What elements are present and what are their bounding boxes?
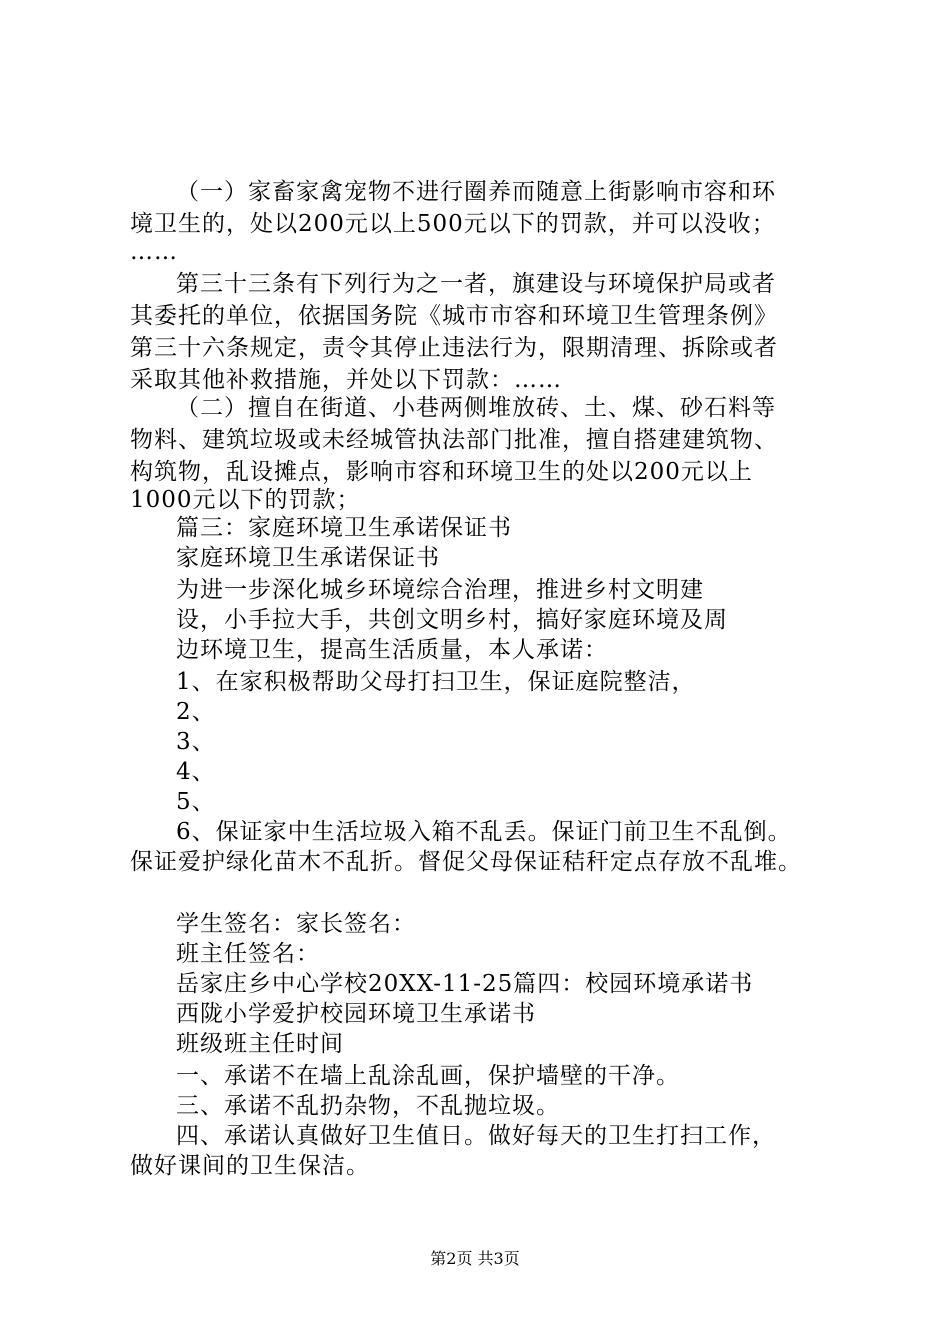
section-heading: 篇三：家庭环境卫生承诺保证书 [176, 515, 512, 541]
text-line: 设，小手拉大手，共创文明乡村，搞好家庭环境及周 [176, 607, 728, 633]
document-title: 家庭环境卫生承诺保证书 [176, 545, 440, 571]
text-line: 边环境卫生，提高生活质量，本人承诺： [176, 637, 608, 663]
text-line: 构筑物，乱设摊点，影响市容和环境卫生的处以200元以上 [130, 459, 753, 485]
text-line: 岳家庄乡中心学校20XX-11-25篇四：校园环境承诺书 [176, 971, 754, 997]
text-line: （二）擅自在街道、小巷两侧堆放砖、土、煤、砂石料等 [176, 395, 776, 421]
list-item: 四、承诺认真做好卫生值日。做好每天的卫生打扫工作， [176, 1123, 776, 1149]
text-line: 采取其他补救措施，并处以下罚款：…… [130, 367, 562, 393]
text-line: 做好课间的卫生保洁。 [130, 1153, 370, 1179]
text-line: …… [130, 239, 178, 265]
text-line: （一）家畜家禽宠物不进行圈养而随意上街影响市容和环 [176, 179, 776, 205]
list-item: 1、在家积极帮助父母打扫卫生，保证庭院整洁， [176, 669, 696, 695]
signature-line: 班主任签名： [176, 941, 320, 967]
text-line: 其委托的单位，依据国务院《城市市容和环境卫生管理条例》 [130, 303, 778, 329]
list-item: 6、保证家中生活垃圾入箱不乱丢。保证门前卫生不乱倒。 [176, 819, 792, 845]
signature-line: 学生签名：家长签名： [176, 911, 416, 937]
text-line: 第三十三条有下列行为之一者，旗建设与环境保护局或者 [176, 271, 776, 297]
text-line: 保证爱护绿化苗木不乱折。督促父母保证秸秆定点存放不乱堆。 [130, 849, 802, 875]
list-item: 3、 [176, 729, 216, 755]
list-item: 一、承诺不在墙上乱涂乱画，保护墙壁的干净。 [176, 1063, 680, 1089]
document-title: 西陇小学爱护校园环境卫生承诺书 [176, 1001, 536, 1027]
list-item: 4、 [176, 759, 216, 785]
text-line: 为进一步深化城乡环境综合治理，推进乡村文明建 [176, 577, 704, 603]
text-line: 物料、建筑垃圾或未经城管执法部门批准，擅自搭建建筑物、 [130, 427, 778, 453]
text-line: 班级班主任时间 [176, 1031, 344, 1057]
text-line: 境卫生的，处以200元以上500元以下的罚款，并可以没收； [130, 211, 776, 237]
list-item: 2、 [176, 699, 216, 725]
list-item: 5、 [176, 789, 216, 815]
list-item: 三、承诺不乱扔杂物，不乱抛垃圾。 [176, 1093, 560, 1119]
text-line: 1000元以下的罚款； [130, 487, 361, 513]
page-footer: 第2页 共3页 [430, 1249, 520, 1268]
text-line: 第三十六条规定，责令其停止违法行为，限期清理、拆除或者 [130, 335, 778, 361]
